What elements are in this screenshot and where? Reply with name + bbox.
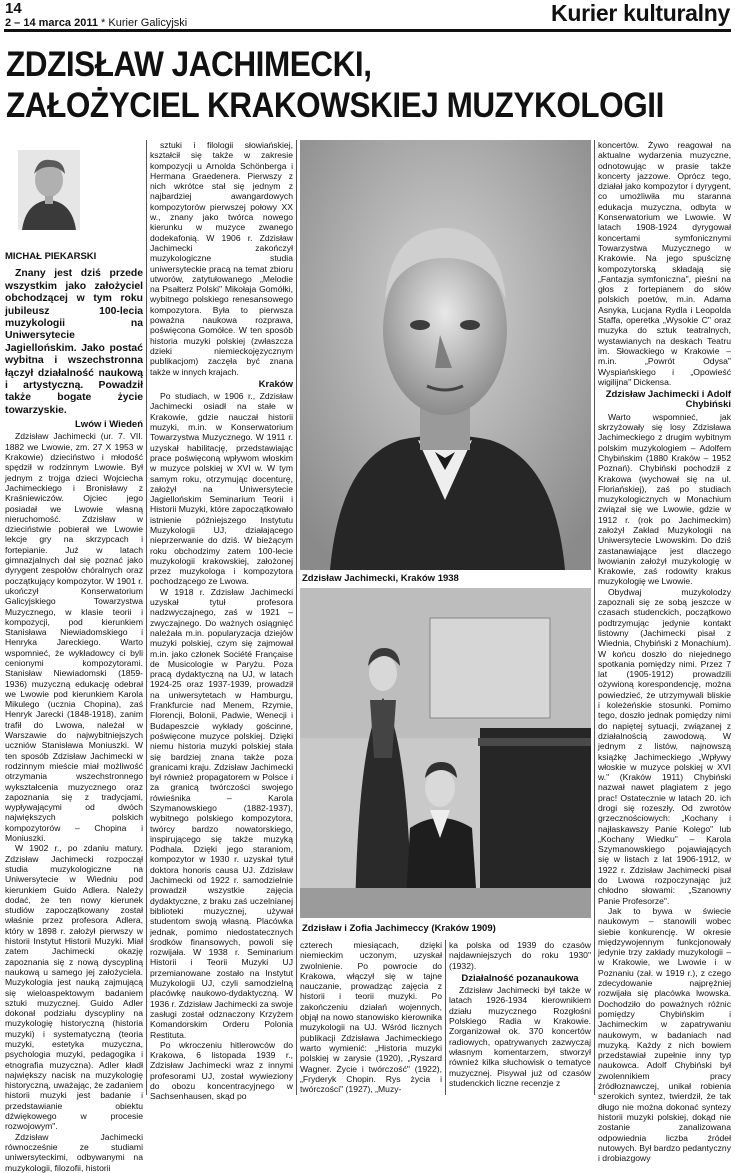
column-4 (449, 940, 591, 1098)
page-number: 14 (5, 0, 22, 17)
author-byline: MICHAŁ PIEKARSKI (5, 251, 97, 262)
col2-heading: Kraków (258, 378, 293, 390)
column-1 (5, 248, 143, 1173)
couple-image (300, 588, 591, 918)
column-divider (594, 140, 595, 1095)
column-divider (445, 940, 446, 1095)
col4-heading: Działalność pozanaukowa (461, 972, 579, 984)
page-header-left (5, 1, 187, 30)
col5-paragraph: Warto wspomnieć, jak skrzyżowały się losy Zdzisława Jachimeckiego z drugim wybitnym polskim muzykologiem – Adolfem Chybińskim (1880 Kraków – 1952 Poznań). Chybiński pochodził z Krakowa (wychował się na ul. Floriańskiej), zaś po studiach muzykologicznych w Monachium związał się we Lwowie, gdzie w 1912 r. (rok po Jachimeckim) założył Zakład Muzykologii na Uniwersytecie Lwowskim. Do dziś zastanawiające jest dlaczego lwowianin założył muzykologię w Krakowie, zaś rodowity krakus muzykologię we Lwowie. (598, 411, 731, 587)
col2-paragraph: sztuki i filologii słowiańskiej, kształcił się także w zakresie kompozycji u Arnolda Schönberga i Hermana Graedenera. Pierwszy z nich wkrótce stał się jednym z najbardziej awangardowych kompozytorów pierwszej połowy XX w., znany jako twórca nowego kierunku w muzyce zwanego dodekafonią. W 1906 r. Zdzisław Jachimecki zakończył muzykologiczne studia uniwersyteckie pracą na temat zbioru utworów, zatytułowanego „Melodie na Psałterz Polski" Mikołaja Gomółki, wybitnego polskiego renesansowego kompozytora. Była to pierwsza poważna naukowa rozprawa, poświęcona Gomółce. W ten sposób historia muzyki polskiej (zwłaszcza dzieki niemieckojęzycznym publikacjom) zaczęła być znana także w innych krajach. (150, 140, 293, 377)
paper-name: Kurier Galicyjski (108, 17, 188, 29)
section-title: Kurier kulturalny (551, 0, 730, 26)
col2-paragraph: Po studiach, w 1906 r., Zdzisław Jachimecki osiadł na stałe w Krakowie, gdzie nauczał historii muzyki, m.in. w Konserwatorium Towarzystwa Muzycznego. W 1911 r. uzyskał habilitację, przedstawiając prace poświęconą wpływom włoskim w muzyce polskiej w XVI w. W tym samym roku, otrzymując docenturę, założył na Uniwersytecie Jagiellońskim Seminarium Teorii i Historii Muzyki, które zapoczątkowało istnienie późniejszego Instytutu Muzykologii UJ, działającego nieprzerwanie do dziś. W bieżącym roku obchodzimy zatem 100-lecie muzykologii krakowskiej, założonej przez muzykologa i kompozytora pochodzącego ze Lwowa. (150, 391, 293, 587)
col1-paragraph: Zdzisław Jachimecki równocześnie ze studiami uniwersyteckimi, odbywanymi na muzykologii, filozofii, historii (5, 1131, 143, 1173)
col3-paragraph: czterech miesiącach, dzięki niemieckim uczonym, uzyskał zwolnienie. Po powrocie do Krakowa, włączył się w tajne nauczanie, prowadząc zajęcia z historii i teorii muzyki. Po zakończeniu działań wojennych, objął na nowo stanowisko kierownika muzykologii na UJ. Wśród licznych publikacji Zdzisława Jachimeckiego warto wymienić: „Historia muzyki polskiej w zarysie (1920), „Ryszard Wagner. Życie i twórczość" (1922), „Fryderyk Chopin. Rys życia i twórczości" (1927), „Muzy- (300, 940, 442, 1095)
col4-paragraph: Zdzisław Jachimecki był także w latach 1926-1934 kierownikiem działu muzycznego Rozgłośni Polskiego Radia w Krakowie. Zorganizował ok. 370 koncertów radiowych, opatrywanych zazwyczaj własnym komentarzem, stworzył również kilka słuchowisk o tematyce muzycznej. Pisywał już od czasów studenckich liczne recenzje z (449, 985, 591, 1088)
col4-paragraph: ka polska od 1939 do czasów najdawniejszych do roku 1930" (1932). (449, 940, 591, 971)
jachimecki-portrait-image (300, 140, 591, 570)
column-2 (150, 140, 293, 1102)
col1-heading: Lwów i Wiedeń (75, 419, 143, 431)
col2-paragraph: W 1918 r. Zdzisław Jachimecki uzyskał tytuł profesora nadzwyczajnego, zaś w 1921 – zwyczajnego. Do ważnych osiągnięć należała m.in. popularyzacja dziejów muzyki polskiej, czym się zajmował m.in. jako członek Société Française de Musicologie w Paryżu. Poza pracą dydaktyczną na UJ, w latach 1924-25 oraz 1937-1939, prowadził na uniwersytetach w Hamburgu, Frankfurcie nad Menem, Rzymie, Florencji, Bolonii, Padwie, Wenecji i Budapeszcie wykłady gościnne, poświęcone muzyce polskiej. Dzięki niemu historia muzyki polskiej stała się bardziej znana także poza granicami kraju. Zdzisław Jachimecki był również propagatorem w Polsce i za granicą twórczości swojego rówieśnika – Karola Szymanowskiego (1882-1937), wybitnego polskiego kompozytora, twórcy bardzo nowatorskiego, inspirującego się także muzyką Podhala. Dzięki jego staraniom, kompozytor w 1930 r. uzyskał tytuł doktora honoris causa UJ. Zdzisław Jachimecki od 1922 r. samodzielnie prowadził wszystkie zajęcia dydaktyczne, z braku zaś uczelnianej biblioteki muzycznej, używał studentom swoją własną. Placówka jednak, pomimo niedostatecznych środków finansowych, powoli się rozwijała. W 1938 r. Seminarium Historii i Teorii Muzyki UJ przemianowane zostało na Instytut Muzykologii UJ, czyli samodzielną placówkę naukowo-dydaktyczną. W 1936 r. Zdzisław Jachimecki za swoje zasługi został odznaczony Krzyżem Komandorskim Orderu Polonia Restituta. (150, 586, 293, 1040)
col1-paragraph: Zdzisław Jachimecki (ur. 7. VII. 1882 we Lwowie, zm. 27 X 1953 w Krakowie) dzieciństwo i młodość spędził w rodzinnym Lwowie. Był jednym z trojga dzieci Wojciecha Jachimeckiego i Bronisławy z Kraśniewiczów. Ojciec jego posiadał we Lwowie własną nieruchomość. Zdzisław w dzieciństwie pobierał we Lwowie lekcje gry na skrzypcach i fortepianie. Już w latach gimnazjalnych dał się poznać jako dyrygent zespołów chóralnych oraz początkujący kompozytor. W 1901 r. ukończył Konserwatorium Galicyjskiego Towarzystwa Muzycznego, w klasie teorii i kompozycji, pod kierunkiem Stanisława Niewiadomskiego i Henryka Jareckiego. Warto wspomnieć, że wykładowcy ci byli cenionymi kompozytorami. Stanisław Niewiadomski (1859-1936) muzyczną edukację odebrał we Lwowie pod kierunkiem Karola Mikulego (ucznia Chopina), zaś Henryk Jarecki (1848-1918), zanim trafił do Lwowa, należał w Warszawie do najwybitniejszych uczniów Stanisława Moniuszki. W ten sposób Zdzisław Jachimecki w rodzinnym mieście miał możliwość otrzymania wszechstronnego wykształcenia muzycznego oraz zapoznania się z tradycjami, wypływającymi od dwóch największych polskich kompozytorów – Chopina i Moniuszki. (5, 431, 143, 844)
column-divider (146, 140, 147, 1095)
column-divider (296, 140, 297, 1095)
col5-paragraph: koncertów. Żywo reagował na aktualne wydarzenia muzyczne, odnotowując w prasie także koncerty jazzowe. Oprócz tego, działał jako kompozytor i dyrygent, co umożliwiła mu staranna edukacja muzyczna, odbyta w Konserwatorium we Lwowie. W latach 1908-1924 dyrygował koncertami symfonicznymi Towarzystwa Muzycznego w Krakowie. Na jego spuściznę kompozytorską składają się „Fantazja symfoniczna", pieśni na głos z fortepianem do słów polskich poetów, m.in. Adama Asnyka, Lucjana Rydla i Leopolda Staffa, operetka „Wysokie C" oraz muzyka do sztuk teatralnych, wystawianych na deskach Teatru im. Słowackiego w Krakowie – m.in. „Powrót Odysa" Wyspiańskiego i „Opowieść wigilijna" Dickensa. (598, 140, 731, 387)
col5-paragraph: Obydwaj muzykolodzy zapoznali się ze sobą jeszcze w czasach studenckich, początkowo podtrzymując jedynie kontakt listowny (Jachimecki pisał z Wiednia, Chybiński z Monachium). W końcu doszło do niejednego spotkania pomiędzy nimi. Przez 7 lat (1905-1912) prowadzili ożywioną korespondencję, można powiedzieć, że utrzymywali bliskie i koleżeńskie stosunki. Pomimo tego, doszło jednak pomiędzy nimi do napiętej sytuacji, związanej z działalnością zawodową. W jednym z listów, najnowszą książkę Jachimeckiego „Wpływy włoskie w muzyce polskiej w XVI w." (Kraków 1911) Chybiński nazwał nawet plagiatem z jego prac! Ostatecznie w latach 20. ich drogi się rozeszły. Od zwrotów grzecznościowych: „Kochany i najłaskawszy Panie Kolego" lub „Kochany Wiedku" – Karola Szymanowskiego pojawiających się w listach z lat 1906-1912, w 1922 r. Zdzisław Jachimecki pisał do Lwowa rozpoczynając już chłodno słowami: „Szanowny Panie Profesorze". (598, 586, 731, 906)
couple-photo-1909 (300, 588, 591, 918)
issue-date-line: 2 – 14 marca 2011 * Kurier Galicyjski (5, 17, 188, 29)
col5-paragraph: Jak to bywa w świecie naukowym – stanowili wobec siebie konkurencję. W okresie międzywojennym funkcjonowały jedynie trzy zakłady muzykologii – w Krakowie, we Lwowie i w Poznaniu (zał. w 1919 r.), z czego zdecydowanie najprężniej rozwijała się placówka lwowska. Dochodziło do poważnych różnic pomiędzy Chybińskim i Jachimeckim w zapatrywaniu naukowym, w badaniach nad muzyką. Każdy z nich bowiem przedstawiał zupełnie inny typ naukowca. Adolf Chybiński był zwolennikiem pracy źródłoznawczej, unikał robienia szerokich syntez, twierdził, że tak długo nie można dokonać syntezy historii muzyki polskiej, dokąd nie zostanie zanalizowana odpowiednia liczba źródeł nutowych. Był bardzo pedantyczny i drobiazgowy (598, 905, 731, 1164)
column-5 (598, 140, 731, 1164)
photo-caption-2: Zdzisław i Zofia Jachimeccy (Kraków 1909) (302, 923, 496, 934)
title-line-2: ZAŁOŻYCIEL KRAKOWSKIEJ MUZYKOLOGII (6, 86, 664, 125)
article-lead: Znany jest dziś przede wszystkim jako założyciel obchodzącej w tym roku jubileusz 100-lecia muzykologii na Uniwersytecie Jagiellońskim. Jako postać wybitna i wszechstronna łączył działalność naukową i artystyczną. Powadził także bogate życie towarzyskie. (5, 268, 143, 416)
col5-heading: Zdzisław Jachimecki i Adolf Chybiński (605, 389, 731, 411)
title-line-1: ZDZISŁAW JACHIMECKI, (6, 45, 372, 84)
author-portrait-image (18, 150, 80, 230)
article-title (6, 44, 726, 126)
column-3 (300, 940, 442, 1098)
author-photo (18, 150, 80, 230)
photo-caption-1: Zdzisław Jachimecki, Kraków 1938 (302, 573, 459, 584)
header-rule (4, 29, 731, 32)
col2-paragraph: Po wkroczeniu hitlerowców do Krakowa, 6 listopada 1939 r., Zdzisław Jachimecki wraz z innymi profesorami UJ, został wywieziony do obozu koncentracyjnego w Sachsenhausen, skąd po (150, 1039, 293, 1102)
portrait-photo-1938 (300, 140, 591, 570)
issue-date: 2 – 14 marca 2011 (5, 17, 98, 29)
col1-paragraph: W 1902 r., po zdaniu matury, Zdzisław Jachimecki rozpoczął studia muzykologiczne na Uniwersytecie w Wiedniu pod kierunkiem Guido Adlera. Należy dodać, że ten nowy kierunek studiów zapoczątkowany został właśnie przez profesora Adlera, który w 1898 r. założył pierwszy w historii Instytut Historii Muzyki. Miał zatem Jachimecki okazję zapoznania się z nową dyscypliną naukową u samego jej założyciela. Muzykologia jest nauką zajmującą się wieloaspektowym badaniem sztuki muzycznej. Guido Adler dokonał podziału dyscypliny na muzykologię historyczną (historia muzyki) i systematyczną (teoria muzyki, estetyka muzyczna, psychologia muzyki, pedagogika i etnografia muzyczna). Adler kładł największy nacisk na muzykologię historyczną, uważając, że zadaniem historii muzyki jest badanie i przedstawianie obiektu dźwiękowego w procesie rozwojowym". (5, 843, 143, 1132)
